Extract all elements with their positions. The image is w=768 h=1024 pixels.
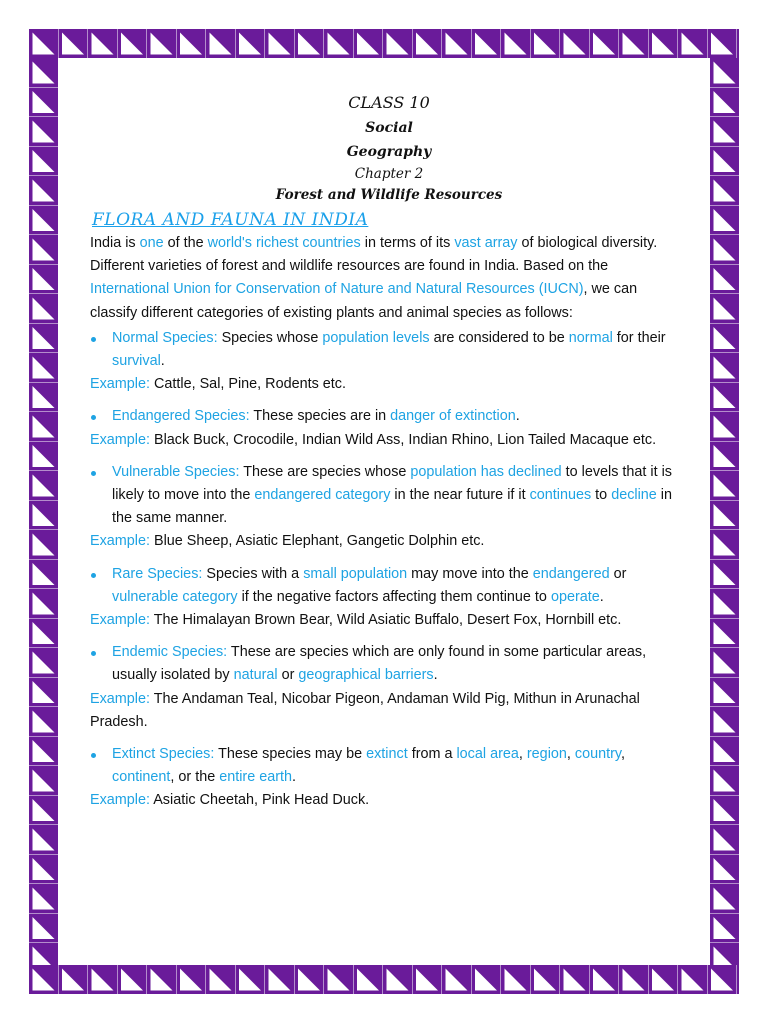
border-bottom (29, 965, 739, 994)
subject-heading: Social (365, 120, 413, 136)
page-content (90, 90, 688, 950)
example-endemic: Example: The Andaman Teal, Nicobar Pigeon, Andaman Wild Pig, Mithun in Arunachal Pradesh. (90, 690, 640, 730)
bullet-vulnerable-species: Vulnerable Species: These are species whose population has declined to levels that it is likely to move into the endangered category in the near future if it continues to decline in the same manner. (90, 461, 688, 531)
bullet-endemic-species: Endemic Species: These are species which are only found in some particular areas, usually isolated by natural or geographical barriers. (90, 641, 688, 687)
class-heading: CLASS 10 (348, 93, 430, 112)
topic-heading: Forest and Wildlife Resources (275, 187, 503, 203)
section-title: FLORA AND FAUNA IN INDIA (92, 210, 369, 230)
border-pattern (29, 58, 58, 965)
border-tile (737, 965, 739, 994)
border-top (29, 29, 739, 58)
border-pattern (29, 29, 739, 58)
intro-paragraph: India is one of the world's richest countries in terms of its vast array of biological diversity. Different varieties of forest and wildlife resources are found in India. Based on the International Union for Conservation of Nature and Natural Resources (IUCN), we can classify different categories of existing plants and animal species as follows: (90, 235, 658, 321)
border-pattern (29, 965, 739, 994)
bullet-rare-species: Rare Species: Species with a small population may move into the endangered or vulnerable category if the negative factors affecting them continue to operate. (90, 563, 688, 609)
chapter-heading: Chapter 2 (354, 166, 424, 182)
example-rare: Example: The Himalayan Brown Bear, Wild Asiatic Buffalo, Desert Fox, Hornbill etc. (90, 612, 622, 629)
border-right (710, 58, 739, 965)
branch-heading: Geography (346, 144, 432, 160)
bullet-extinct-species: Extinct Species: These species may be extinct from a local area, region, country, continent, or the entire earth. (90, 743, 688, 789)
example-endangered: Example: Black Buck, Crocodile, Indian Wild Ass, Indian Rhino, Lion Tailed Macaque etc. (90, 431, 657, 448)
border-tile (737, 29, 739, 58)
example-vulnerable: Example: Blue Sheep, Asiatic Elephant, Gangetic Dolphin etc. (90, 533, 485, 550)
bullet-normal-species: Normal Species: Species whose population levels are considered to be normal for their survival. (90, 327, 688, 373)
example-normal: Example: Cattle, Sal, Pine, Rodents etc. (90, 376, 346, 393)
bullet-endangered-species: Endangered Species: These species are in danger of extinction. (90, 405, 688, 428)
example-extinct: Example: Asiatic Cheetah, Pink Head Duck. (90, 792, 370, 809)
border-left (29, 58, 58, 965)
border-pattern (710, 58, 739, 965)
